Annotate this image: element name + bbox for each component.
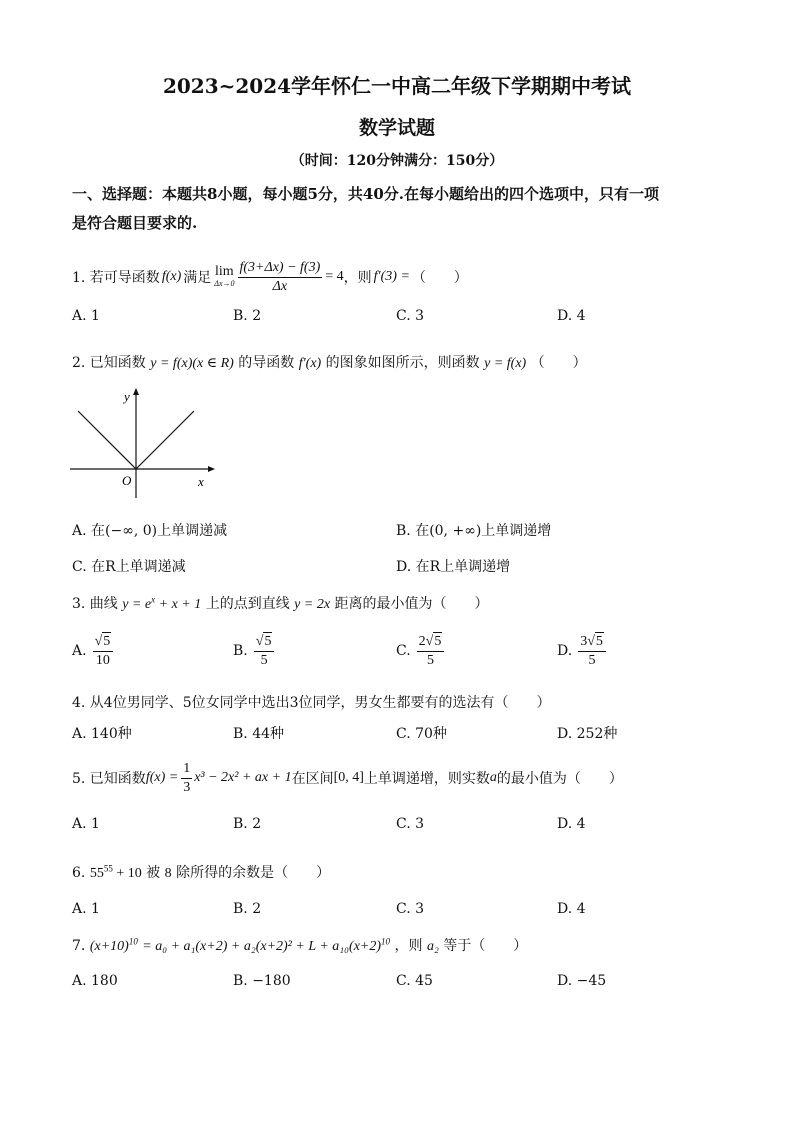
- question-3: [72, 593, 488, 613]
- q4-option-d: D. 252种: [557, 726, 618, 742]
- question-1: [72, 252, 468, 302]
- q3-option-a-label: A.: [72, 643, 87, 659]
- q6-option-d: D. 4: [557, 901, 586, 917]
- q1-denominator: Δx: [272, 278, 288, 294]
- q4-option-c: C. 70种: [396, 726, 447, 742]
- q7-option-c: C. 45: [396, 973, 433, 989]
- exam-subject: 数学试题: [358, 117, 435, 139]
- q1-option-d: D. 4: [557, 308, 586, 324]
- question-2: [72, 352, 587, 372]
- x-axis-label: x: [198, 474, 204, 489]
- q6-option-c: C. 3: [396, 901, 425, 917]
- q2-blank: （ ）: [530, 355, 587, 371]
- q3-option-a: [72, 632, 113, 670]
- q2-option-d: D. 在R上单调递增: [396, 559, 511, 575]
- q1-mid: 满足: [183, 270, 212, 286]
- q5-mid: 在区间: [291, 771, 334, 787]
- q3-option-b: [233, 632, 274, 670]
- q3-option-a-frac: [93, 632, 114, 670]
- graph-left-branch: [78, 411, 136, 469]
- q3-option-c-den: 5: [427, 653, 435, 668]
- q3-suffix: 距离的最小值为（ ）: [334, 596, 489, 612]
- q7-rhs-base: = a₀ + a₁(x+2) + a₂(x+2)² + L + a₁₀(x+2): [142, 939, 382, 954]
- q3-option-a-den: 10: [95, 653, 110, 668]
- q1-prefix: 1. 若可导函数: [72, 270, 160, 286]
- q2-func2: y = f(x): [484, 356, 527, 371]
- q5-option-a: A. 1: [72, 816, 100, 832]
- exam-title: 2023~2024学年怀仁一中高二年级下学期期中考试: [162, 74, 632, 98]
- q2-option-b: B. 在(0, +∞)上单调递增: [396, 523, 552, 539]
- q7-suffix: 等于（ ）: [443, 938, 528, 954]
- q2-mid: 的导函数: [238, 355, 295, 371]
- q1-blank: （ ）: [411, 270, 468, 286]
- q1-then: ，则: [343, 270, 372, 286]
- q5-option-c: C. 3: [396, 816, 425, 832]
- q6-rest: + 10: [112, 866, 142, 881]
- q7-then: ，则: [394, 938, 423, 954]
- q7-lhs-exp: 10: [128, 936, 138, 947]
- q6-base: 55: [89, 866, 104, 881]
- q3-option-d-num: 3√5: [578, 632, 606, 652]
- q7-rhs-exp: 10: [381, 936, 391, 947]
- q1-lim: lim: [215, 264, 234, 279]
- section-heading-line1: 一、选择题：本题共8小题，每小题5分，共40分.在每小题给出的四个选项中，只有一项: [72, 185, 659, 203]
- q5-frac: [181, 760, 192, 797]
- q7-a2: a₂: [426, 939, 439, 954]
- q3-option-d-label: D.: [557, 643, 573, 659]
- q3-option-b-label: B.: [233, 643, 248, 659]
- q5-suffix: 上单调递增，则实数: [363, 771, 490, 787]
- q3-option-c: [396, 632, 444, 670]
- q3-option-c-label: C.: [396, 643, 411, 659]
- q7-rhs: [142, 936, 391, 954]
- q5-poly: x³ − 2x² + ax + 1: [194, 770, 292, 785]
- q1-numerator: f(3+Δx) − f(3): [238, 259, 323, 278]
- q1-lim-sub: Δx→0: [214, 279, 235, 288]
- q7-option-d: D. −45: [557, 973, 607, 989]
- graph-right-branch: [136, 411, 194, 469]
- q3-option-b-frac: [254, 632, 275, 670]
- q1-fprime: f′(3) =: [373, 269, 410, 284]
- y-axis-label: y: [124, 389, 130, 404]
- question-4: 4. 从4位男同学、5位女同学中选出3位同学，男女生都要有的选法有（ ）: [72, 695, 551, 711]
- q1-eq: = 4: [325, 269, 344, 284]
- q5-option-d: D. 4: [557, 816, 586, 832]
- q3-option-c-num: 2√5: [417, 632, 445, 652]
- q6-option-b: B. 2: [233, 901, 262, 917]
- q3-option-b-den: 5: [260, 653, 268, 668]
- q3-option-d-rad: 5: [595, 634, 603, 649]
- q3-curve: [122, 594, 202, 612]
- q5-a: a: [489, 770, 497, 785]
- q3-mid: 上的点到直线: [205, 596, 290, 612]
- q5-f: f(x) =: [145, 770, 179, 785]
- q3-option-b-rad: 5: [264, 634, 272, 649]
- q3-option-b-num: √5: [254, 632, 275, 652]
- q3-option-c-coef: 2: [418, 634, 426, 649]
- q7-option-b: B. −180: [233, 973, 291, 989]
- q6-option-a: A. 1: [72, 901, 100, 917]
- q7-option-a: A. 180: [72, 973, 118, 989]
- y-axis-arrow: [133, 388, 139, 395]
- q7-prefix: 7.: [72, 938, 90, 954]
- q6-eight: 8: [164, 866, 172, 881]
- q3-option-d-coef: 3: [580, 634, 588, 649]
- q3-option-a-rad: 5: [103, 634, 111, 649]
- q5-frac-den: 3: [183, 779, 191, 795]
- q2-deriv: f′(x): [298, 356, 322, 371]
- x-axis-arrow: [208, 466, 215, 472]
- q1-option-a: A. 1: [72, 308, 100, 324]
- q3-curve-exp: x: [151, 594, 156, 605]
- q4-option-a: A. 140种: [72, 726, 132, 742]
- question-6: [72, 862, 330, 882]
- q5-frac-num: 1: [181, 760, 192, 779]
- question-7: [72, 935, 527, 955]
- q3-option-d: [557, 632, 606, 670]
- q2-suffix: 的图象如图所示，则函数: [325, 355, 480, 371]
- q1-fraction: [238, 259, 323, 296]
- q2-prefix: 2. 已知函数: [72, 355, 146, 371]
- origin-label: O: [122, 473, 132, 488]
- q3-line: y = 2x: [294, 597, 331, 612]
- q1-option-b: B. 2: [233, 308, 262, 324]
- q6-mid: 被: [146, 865, 161, 881]
- q1-option-c: C. 3: [396, 308, 425, 324]
- q3-option-d-den: 5: [588, 653, 596, 668]
- q6-exp: 55: [103, 863, 113, 874]
- q5-tail: 的最小值为（ ）: [496, 771, 623, 787]
- q3-prefix: 3. 曲线: [72, 596, 118, 612]
- exam-meta: （时间：120分钟满分：150分）: [290, 153, 504, 169]
- q2-option-a: A. 在(−∞, 0)上单调递减: [72, 523, 228, 539]
- q5-prefix: 5. 已知函数: [72, 771, 146, 787]
- q5-option-b: B. 2: [233, 816, 262, 832]
- q3-option-c-rad: 5: [434, 634, 442, 649]
- question-5: [72, 758, 623, 798]
- q3-option-a-num: √5: [93, 632, 114, 652]
- section-heading-line2: 是符合题目要求的.: [72, 214, 198, 232]
- q2-func: y = f(x)(x ∈ R): [150, 356, 234, 371]
- q1-fx: f(x): [161, 269, 182, 284]
- q3-curve-base: y = e: [122, 597, 152, 612]
- q2-option-c: C. 在R上单调递减: [72, 559, 186, 575]
- q5-interval: [0, 4]: [333, 770, 364, 785]
- q6-suffix: 除所得的余数是（ ）: [176, 865, 331, 881]
- q6-prefix: 6.: [72, 865, 90, 881]
- q4-option-b: B. 44种: [233, 726, 285, 742]
- q3-option-d-frac: [578, 632, 606, 670]
- q1-limit: [214, 265, 234, 289]
- q3-option-c-frac: [417, 632, 445, 670]
- q6-expr: [89, 863, 142, 881]
- q7-lhs-base: (x+10): [89, 939, 129, 954]
- q3-curve-rest: + x + 1: [155, 597, 202, 612]
- q7-lhs: [89, 936, 138, 954]
- q2-derivative-graph: [68, 385, 218, 500]
